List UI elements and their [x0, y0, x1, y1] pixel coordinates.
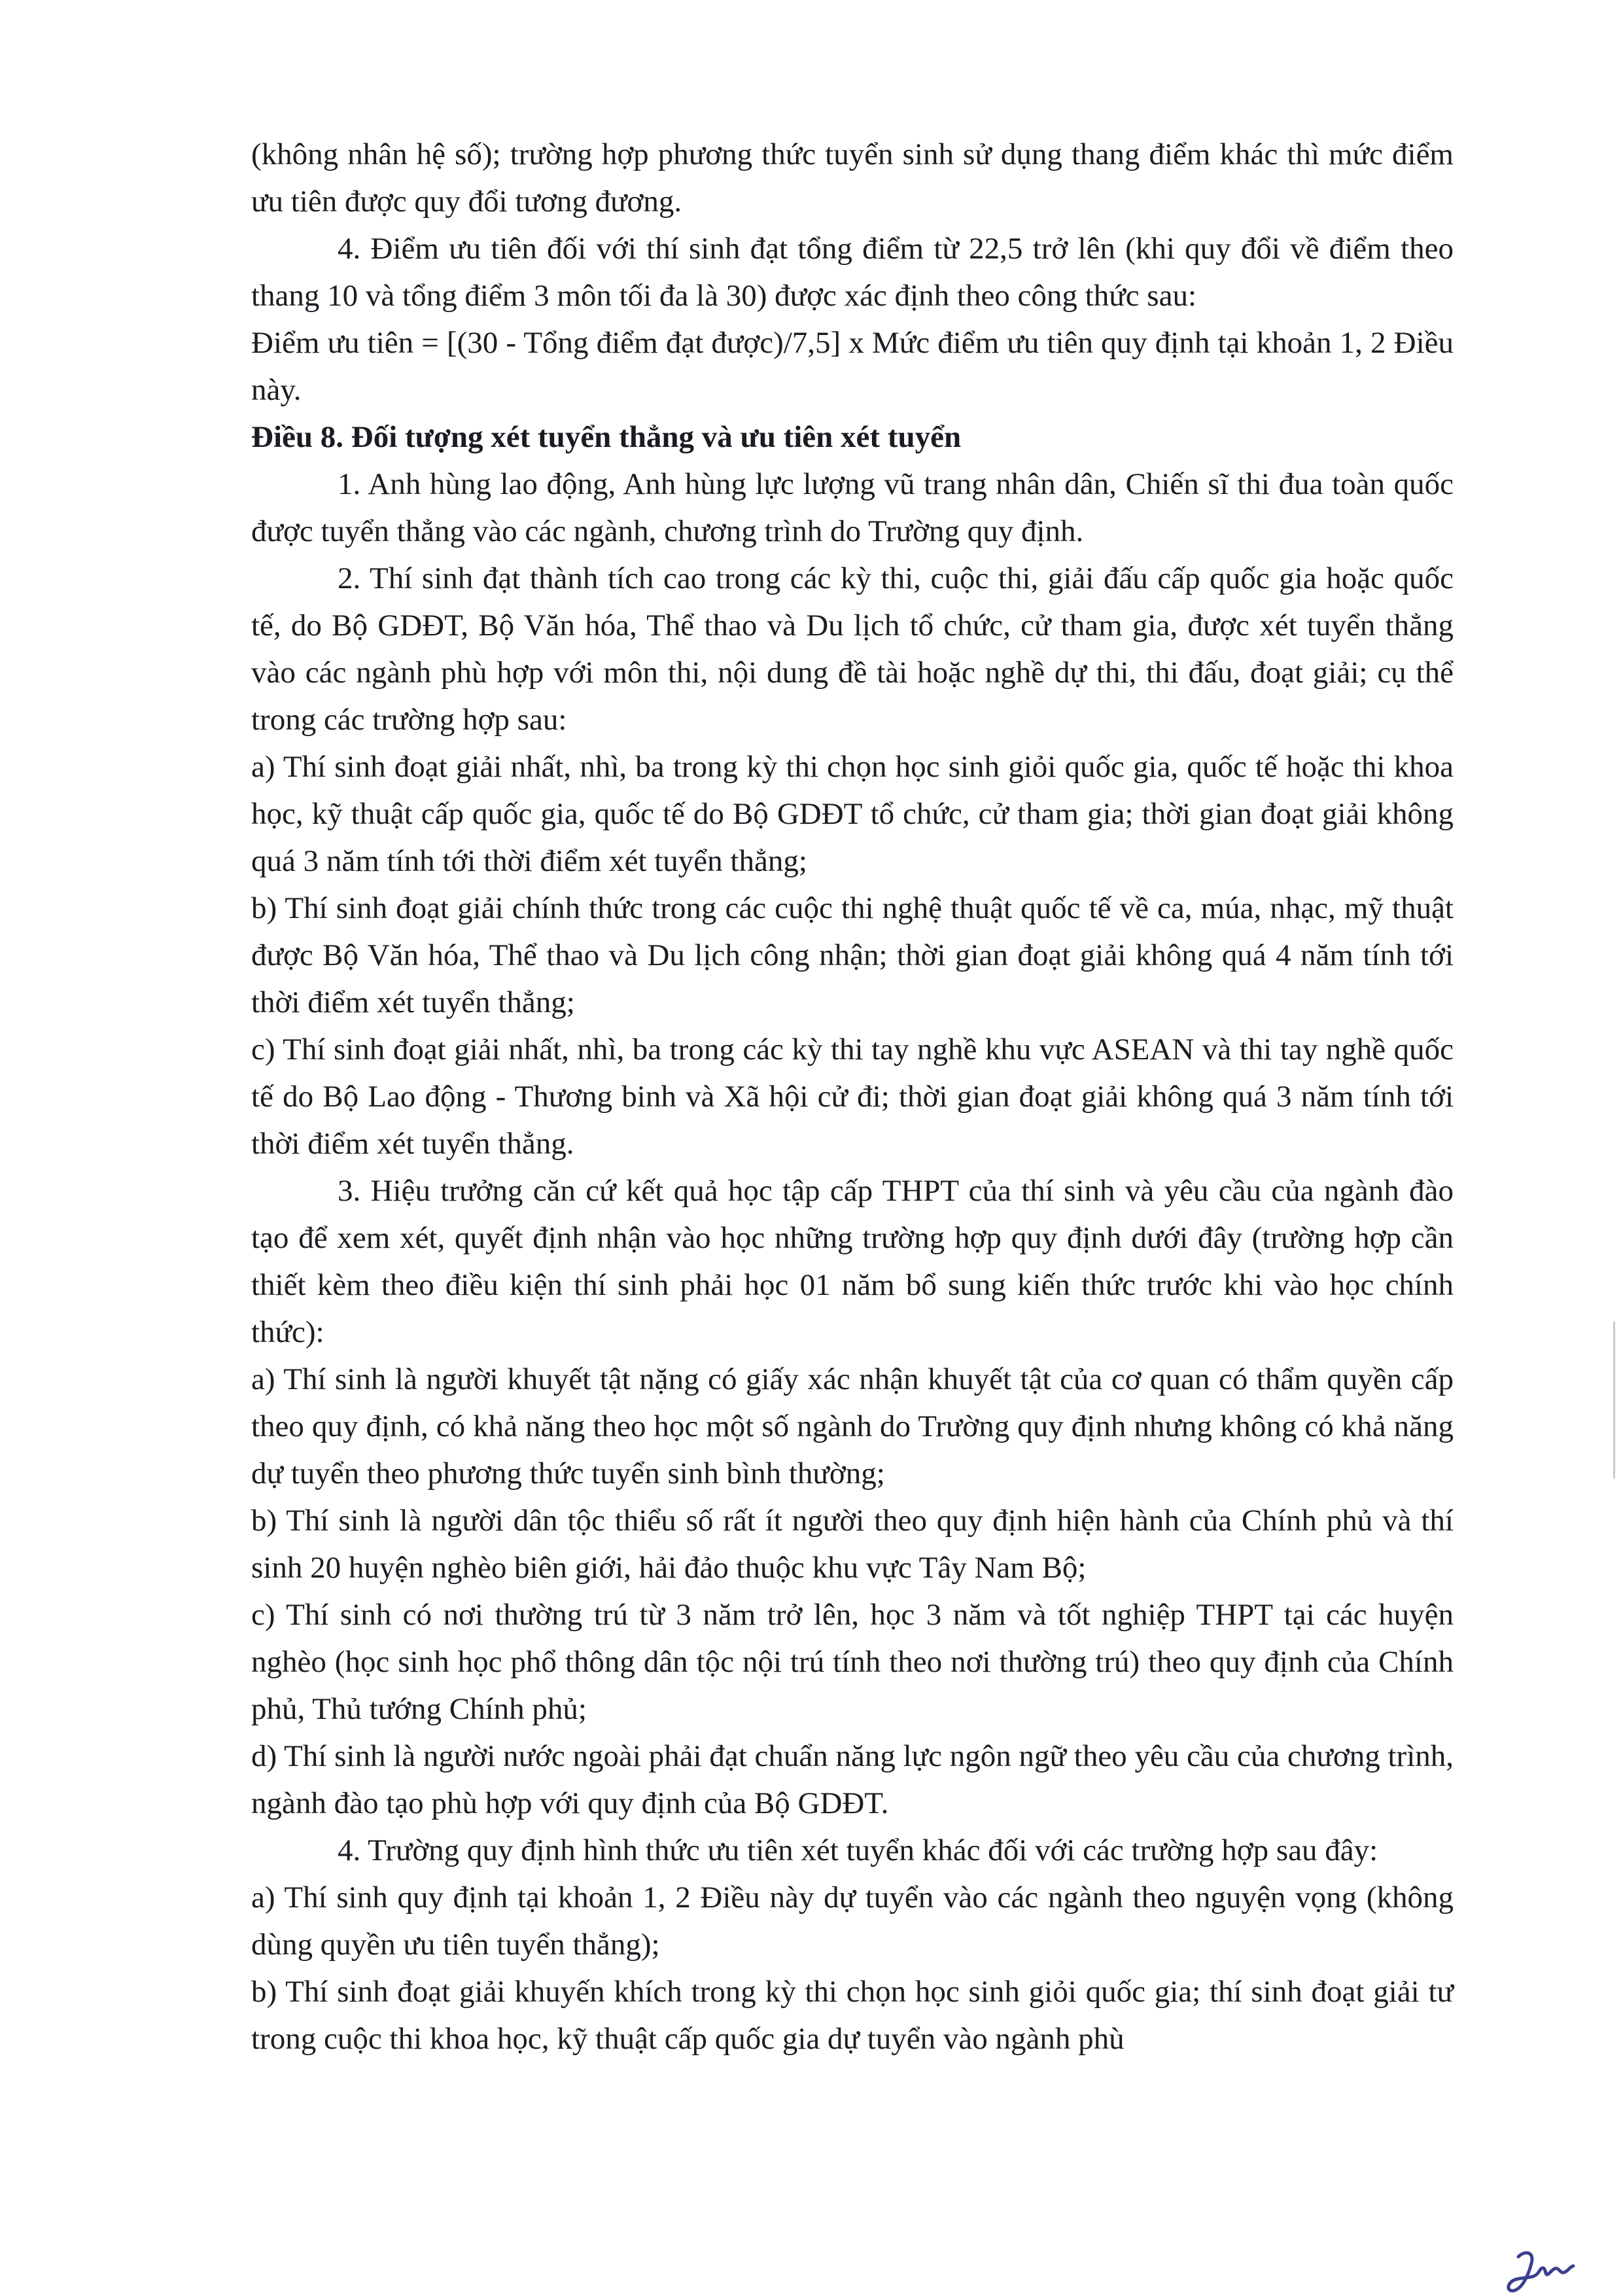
paragraph: 1. Anh hùng lao động, Anh hùng lực lượng vũ trang nhân dân, Chiến sĩ thi đua toàn quốc được tuyển thẳng vào các ngành, chương trình do Trường quy định.	[251, 467, 1454, 548]
formula-paragraph: Điểm ưu tiên = [(30 - Tổng điểm đạt được)/7,5] x Mức điểm ưu tiên quy định tại khoản 1, 2 Điều này.	[251, 326, 1454, 407]
list-item: a) Thí sinh là người khuyết tật nặng có giấy xác nhận khuyết tật của cơ quan có thẩm quyền cấp theo quy định, có khả năng theo học một số ngành do Trường quy định nhưng không có khả năng dự tuyển theo phương thức tuyển sinh bình thường;	[251, 1362, 1454, 1491]
section-heading: Điều 8. Đối tượng xét tuyển thẳng và ưu tiên xét tuyển	[251, 420, 962, 454]
list-item: a) Thí sinh quy định tại khoản 1, 2 Điều này dự tuyển vào các ngành theo nguyện vọng (không dùng quyền ưu tiên tuyển thẳng);	[251, 1881, 1454, 1962]
paragraph: 3. Hiệu trưởng căn cứ kết quả học tập cấp THPT của thí sinh và yêu cầu của ngành đào tạo để xem xét, quyết định nhận vào học những trường hợp quy định dưới đây (trường hợp cần thiết kèm theo điều kiện thí sinh phải học 01 năm bổ sung kiến thức trước khi vào học chính thức):	[251, 1174, 1454, 1349]
paragraph: (không nhân hệ số); trường hợp phương thức tuyển sinh sử dụng thang điểm khác thì mức điểm ưu tiên được quy đổi tương đương.	[251, 137, 1454, 219]
paragraph: 4. Trường quy định hình thức ưu tiên xét tuyển khác đối với các trường hợp sau đây:	[338, 1833, 1378, 1867]
paragraph: 2. Thí sinh đạt thành tích cao trong các kỳ thi, cuộc thi, giải đấu cấp quốc gia hoặc quốc tế, do Bộ GDĐT, Bộ Văn hóa, Thể thao và Du lịch tổ chức, cử tham gia, được xét tuyển thẳng vào các ngành phù hợp với môn thi, nội dung đề tài hoặc nghề dự thi, thi đấu, đoạt giải; cụ thể trong các trường hợp sau:	[251, 561, 1454, 737]
scan-edge-mark	[1613, 1322, 1615, 1479]
list-item: b) Thí sinh là người dân tộc thiểu số rất ít người theo quy định hiện hành của Chính phủ và thí sinh 20 huyện nghèo biên giới, hải đảo thuộc khu vực Tây Nam Bộ;	[251, 1504, 1454, 1585]
list-item: c) Thí sinh có nơi thường trú từ 3 năm trở lên, học 3 năm và tốt nghiệp THPT tại các huyện nghèo (học sinh học phổ thông dân tộc nội trú tính theo nơi thường trú) theo quy định của Chính phủ, Thủ tướng Chính phủ;	[251, 1598, 1454, 1726]
list-item: d) Thí sinh là người nước ngoài phải đạt chuẩn năng lực ngôn ngữ theo yêu cầu của chương trình, ngành đào tạo phù hợp với quy định của Bộ GDĐT.	[251, 1739, 1454, 1820]
paragraph: 4. Điểm ưu tiên đối với thí sinh đạt tổng điểm từ 22,5 trở lên (khi quy đổi về điểm theo thang 10 và tổng điểm 3 môn tối đa là 30) được xác định theo công thức sau:	[251, 232, 1454, 313]
list-item: b) Thí sinh đoạt giải chính thức trong các cuộc thi nghệ thuật quốc tế về ca, múa, nhạc, mỹ thuật được Bộ Văn hóa, Thể thao và Du lịch công nhận; thời gian đoạt giải không quá 4 năm tính tới thời điểm xét tuyển thẳng;	[251, 891, 1454, 1019]
list-item: b) Thí sinh đoạt giải khuyến khích trong kỳ thi chọn học sinh giỏi quốc gia; thí sinh đoạt giải tư trong cuộc thi khoa học, kỹ thuật cấp quốc gia dự tuyển vào ngành phù	[251, 1975, 1454, 2056]
list-item: c) Thí sinh đoạt giải nhất, nhì, ba trong các kỳ thi tay nghề khu vực ASEAN và thi tay nghề quốc tế do Bộ Lao động - Thương binh và Xã hội cử đi; thời gian đoạt giải không quá 3 năm tính tới thời điểm xét tuyển thẳng.	[251, 1033, 1454, 1161]
document-body	[251, 131, 1454, 2062]
list-item: a) Thí sinh đoạt giải nhất, nhì, ba trong kỳ thi chọn học sinh giỏi quốc gia, quốc tế hoặc thi khoa học, kỹ thuật cấp quốc gia, quốc tế do Bộ GDĐT tổ chức, cử tham gia; thời gian đoạt giải không quá 3 năm tính tới thời điểm xét tuyển thẳng;	[251, 750, 1454, 878]
signature-initial-icon	[1499, 2244, 1577, 2296]
